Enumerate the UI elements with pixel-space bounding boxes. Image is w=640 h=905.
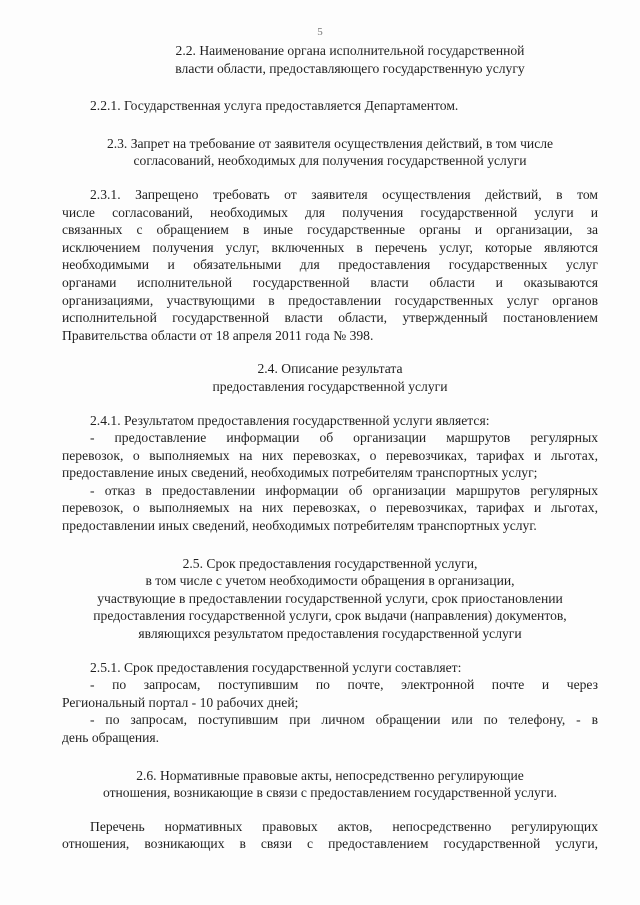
text-line: связанных с обращением в иные государственные органы и организации, за [62,222,598,238]
heading-line: предоставления государственной услуги [212,378,448,394]
list-item-2-5-1-b [62,711,598,746]
heading-line: согласований, необходимых для получения государственной услуги [133,153,527,169]
heading-2-3 [62,135,598,170]
text-line: необходимыми и обязательными для предоставления государственных услуг [62,257,598,273]
list-item-2-4-1-b [62,482,598,535]
heading-2-2 [62,42,598,77]
paragraph-2-5-1: 2.5.1. Срок предоставления государственной услуги составляет: [90,659,462,675]
paragraph-2-3-1 [62,186,598,344]
text-line: 2.3.1. Запрещено требовать от заявителя осуществления действий, в том [90,186,598,202]
text-line: отношения, возникающих в связи с предоставлением государственной услуги, [62,836,598,852]
text-line: - отказ в предоставлении информации об организации маршрутов регулярных [90,482,598,498]
heading-2-5 [62,555,598,643]
text-line: предоставление иных сведений, необходимых потребителям транспортных услуг; [62,465,538,481]
list-item-2-5-1-a [62,676,598,711]
text-line: день обращения. [62,730,160,745]
heading-line: 2.2. Наименование органа исполнительной государственной [175,43,525,58]
paragraph-2-6-intro [62,818,598,853]
text-line: Перечень нормативных правовых актов, непосредственно регулирующих [90,818,598,834]
heading-line: 2.4. Описание результата [257,361,403,377]
heading-line: 2.6. Нормативные правовые акты, непосредственно регулирующие [136,767,524,783]
text-line: перевозок, о выполняемых на них перевозках, о перевозчиках, тарифах и льготах, [62,447,598,463]
text-line: - предоставление информации об организации маршрутов регулярных [90,430,598,446]
text-line: - по запросам, поступившим при личном обращении или по телефону, - в [90,712,598,728]
text-line: органами исполнительной государственной власти области и оказываются [62,274,598,290]
page-number: 5 [317,26,323,38]
heading-line: являющихся результатом предоставления государственной услуги [138,626,522,642]
paragraph-2-4-1: 2.4.1. Результатом предоставления государственной услуги является: [90,412,490,428]
paragraph-2-2-1: 2.2.1. Государственная услуга предоставляется Департаментом. [90,98,459,114]
heading-line: предоставления государственной услуги, срок выдачи (направления) документов, [93,608,567,624]
heading-line: участвующие в предоставлении государственной услуги, срок приостановлении [97,590,563,606]
text-line: перевозок, о выполняемых на них перевозках, о перевозчиках, тарифах и льготах, [62,500,598,516]
heading-line: 2.5. Срок предоставления государственной услуги, [182,555,478,571]
heading-line: отношения, возникающие в связи с предоставлением государственной услуги. [102,785,558,801]
text-line: числе согласований, необходимых для получения государственной услуги и [62,204,598,220]
heading-2-6 [62,767,598,802]
document-body [62,42,598,853]
text-line: исключением получения услуг, включенных в перечень услуг, которые являются [62,239,598,255]
text-line: исполнительной государственной власти области, утвержденный постановлением [62,310,598,326]
heading-line: 2.3. Запрет на требование от заявителя осуществления действий, в том числе [106,135,554,151]
text-line: предоставлении иных сведений, необходимых потребителям транспортных услуг. [62,518,537,534]
list-item-2-4-1-a [62,429,598,482]
text-line: Правительства области от 18 апреля 2011 года № 398. [62,327,374,343]
text-line: - по запросам, поступившим по почте, электронной почте и через [90,677,598,693]
text-line: организациями, участвующими в предоставлении государственных услуг органов [62,292,598,308]
text-line: Региональный портал - 10 рабочих дней; [62,694,299,710]
heading-line: власти области, предоставляющего государственную услугу [175,60,525,76]
heading-2-4 [62,360,598,395]
heading-line: в том числе с учетом необходимости обращения в организации, [145,573,515,589]
